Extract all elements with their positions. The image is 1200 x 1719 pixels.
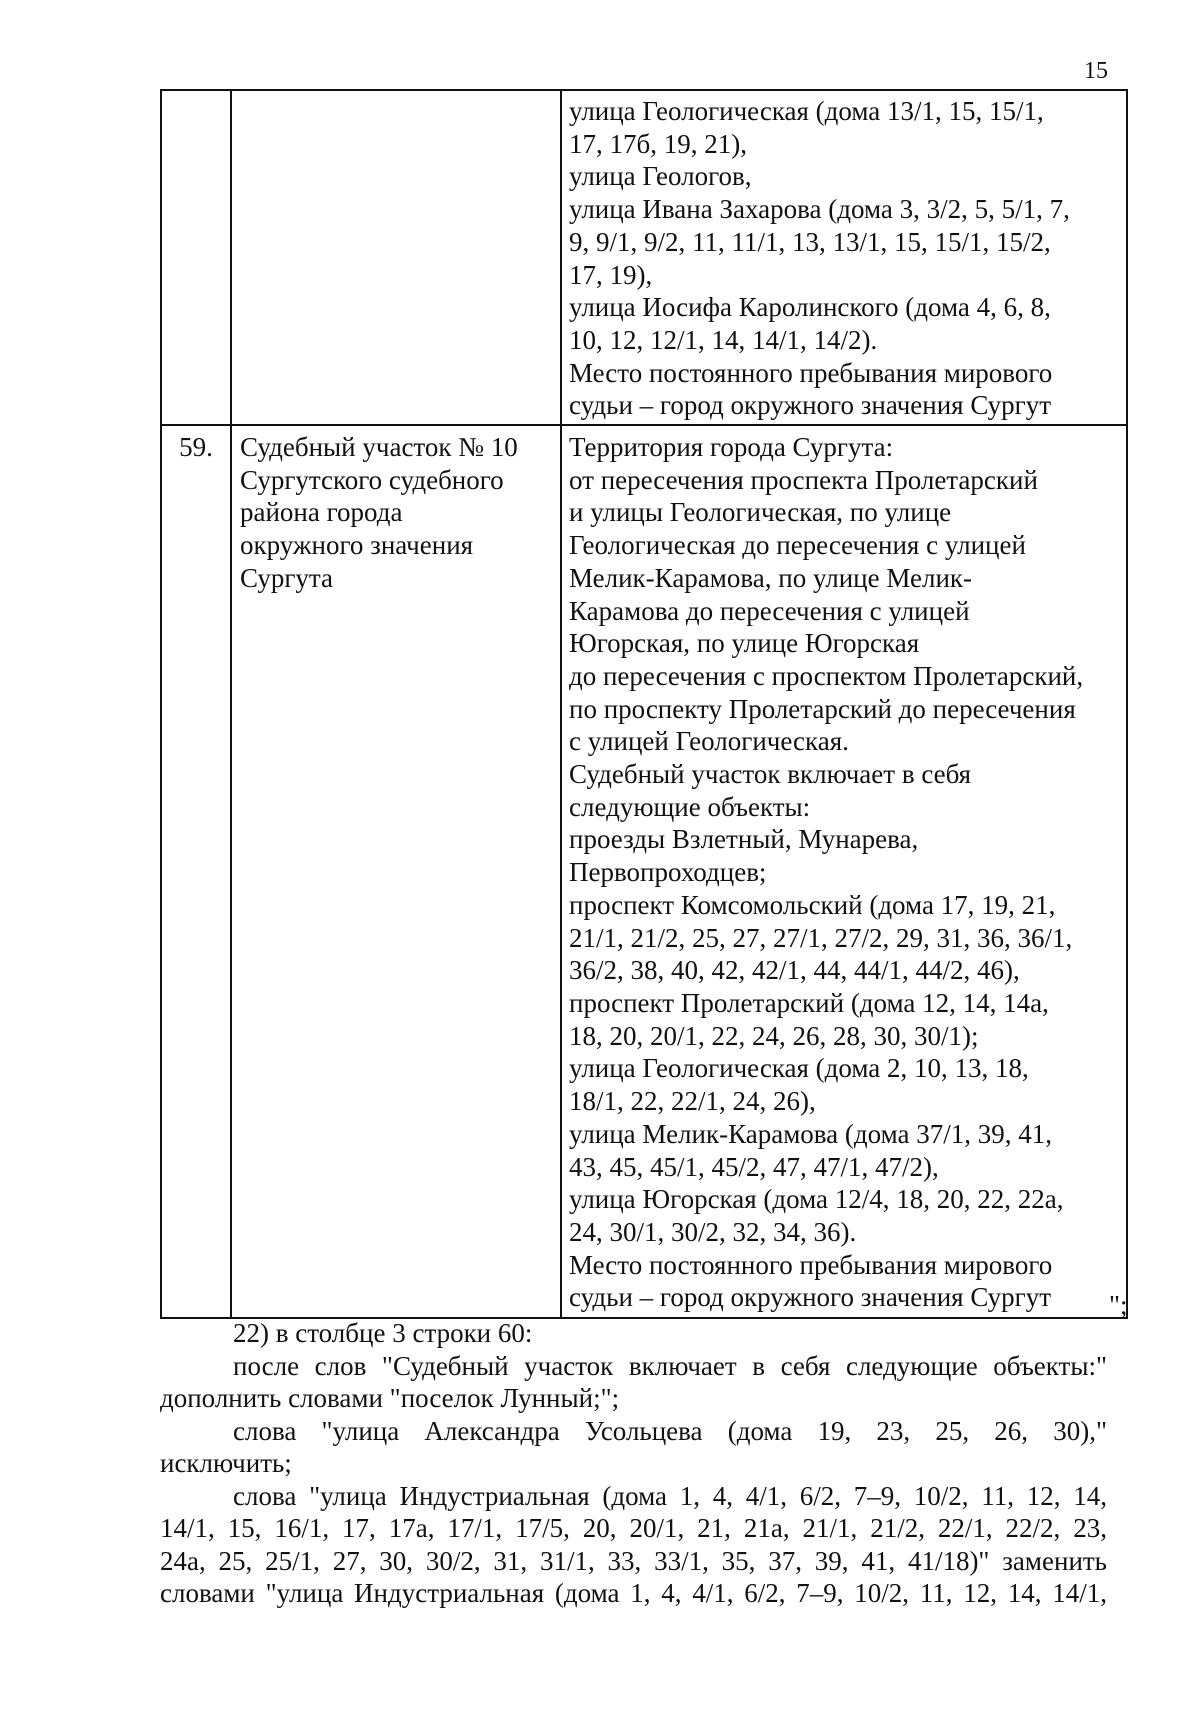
territory-line: улица Югорская (дома 12/4, 18, 20, 22, 22а, [569,1184,1064,1215]
territory-cell [561,425,1127,1318]
territory-line: 17, 17б, 19, 21), [569,128,747,159]
territory-line: Югорская, по улице Югорская [569,628,920,659]
territory-line: 43, 45, 45/1, 45/2, 47, 47/1, 47/2), [569,1151,939,1182]
territory-line: Место постоянного пребывания мирового [569,1249,1053,1280]
item-heading-text: 22) в столбце 3 строки 60: [233,1318,533,1348]
territory-line: следующие объекты: [569,791,811,822]
closing-quote: "; [1109,1290,1128,1320]
territory-line: улица Геологическая (дома 2, 10, 13, 18, [569,1053,1029,1084]
territory-line: улица Ивана Захарова (дома 3, 3/2, 5, 5/1, 7, [569,194,1070,225]
territory-line: Территория города Сургута: [569,432,894,463]
paragraph-line: слова "улица Александра Усольцева (дома 19, 23, 25, 26, 30)," [233,1415,1107,1446]
table-row-59 [161,425,1127,1318]
territory-line: судьи – город окружного значения Сургут [569,1282,1052,1313]
paragraph-line: 24а, 25, 25/1, 27, 30, 30/2, 31, 31/1, 33, 33/1, 35, 37, 39, 41, 41/18)" заменить [160,1545,1107,1576]
district-name-line: окружного значения [240,530,474,561]
paragraph-line: дополнить словами "поселок Лунный;"; [160,1383,620,1413]
territory-line: 10, 12, 12/1, 14, 14/1, 14/2). [569,324,878,355]
paragraph-line: 14/1, 15, 16/1, 17, 17а, 17/1, 17/5, 20, 20/1, 21, 21а, 21/1, 21/2, 22/1, 22/2, 23, [160,1513,1107,1543]
row-number-cell: 59. [161,425,231,1318]
territory-line: Судебный участок включает в себя [569,759,972,790]
territory-line: Мелик-Карамова, по улице Мелик- [569,562,973,593]
territory-line: 18/1, 22, 22/1, 24, 26), [569,1086,816,1117]
court-district-table [160,89,1128,1319]
paragraph-line: слова "улица Индустриальная (дома 1, 4, 4/1, 6/2, 7–9, 10/2, 11, 12, 14, [233,1480,1107,1511]
territory-line: улица Иосифа Каролинского (дома 4, 6, 8, [569,292,1051,323]
amendment-paragraph [160,1350,1107,1415]
territory-line: проезды Взлетный, Мунарева, [569,824,919,855]
district-name-cell [231,90,561,425]
table-row-continuation [161,90,1127,425]
territory-line: 17, 19), [569,259,653,290]
territory-line: Геологическая до пересечения с улицей [569,530,1026,561]
district-name-line: Судебный участок № 10 [240,432,518,463]
amendment-paragraph [160,1480,1107,1610]
territory-line: 9, 9/1, 9/2, 11, 11/1, 13, 13/1, 15, 15/1, 15/2, [569,226,1051,257]
amendment-paragraph [160,1415,1107,1480]
district-name-line: района города [240,497,403,528]
paragraph-line: исключить; [160,1448,292,1478]
paragraph-line: словами "улица Индустриальная (дома 1, 4, 4/1, 6/2, 7–9, 10/2, 11, 12, 14, 14/1, [160,1578,1107,1608]
territory-line: Первопроходцев; [569,857,767,888]
territory-line: с улицей Геологическая. [569,726,849,757]
territory-line: от пересечения проспекта Пролетарский [569,464,1038,495]
territory-line: 36/2, 38, 40, 42, 42/1, 44, 44/1, 44/2, 46), [569,955,1020,986]
territory-line: по проспекту Пролетарский до пересечения [569,693,1076,724]
territory-line: улица Мелик-Карамова (дома 37/1, 39, 41, [569,1118,1053,1149]
territory-line: судьи – город окружного значения Сургут [569,390,1052,421]
territory-cell [561,90,1127,425]
page-number: 15 [1084,58,1108,84]
row-number-cell [161,90,231,425]
territory-line: и улицы Геологическая, по улице [569,497,952,528]
territory-line: Место постоянного пребывания мирового [569,357,1053,388]
territory-line: улица Геологическая (дома 13/1, 15, 15/1, [569,96,1044,126]
district-name-line: Сургутского судебного [240,464,504,495]
territory-line: проспект Комсомольский (дома 17, 19, 21, [569,889,1056,920]
territory-line: 18, 20, 20/1, 22, 24, 26, 28, 30, 30/1); [569,1020,979,1051]
paragraph-line: после слов "Судебный участок включает в себя следующие объекты:" [233,1350,1107,1381]
item-heading [160,1317,1107,1350]
district-name-line: Сургута [240,562,334,593]
territory-line: проспект Пролетарский (дома 12, 14, 14а, [569,987,1049,1018]
territory-line: 21/1, 21/2, 25, 27, 27/1, 27/2, 29, 31, 36, 36/1, [569,922,1073,953]
territory-line: до пересечения с проспектом Пролетарский, [569,660,1084,691]
district-name-cell [231,425,561,1318]
territory-line: улица Геологов, [569,161,752,192]
amendment-text [160,1317,1107,1610]
territory-line: 24, 30/1, 30/2, 32, 34, 36). [569,1216,857,1247]
territory-line: Карамова до пересечения с улицей [569,595,970,626]
